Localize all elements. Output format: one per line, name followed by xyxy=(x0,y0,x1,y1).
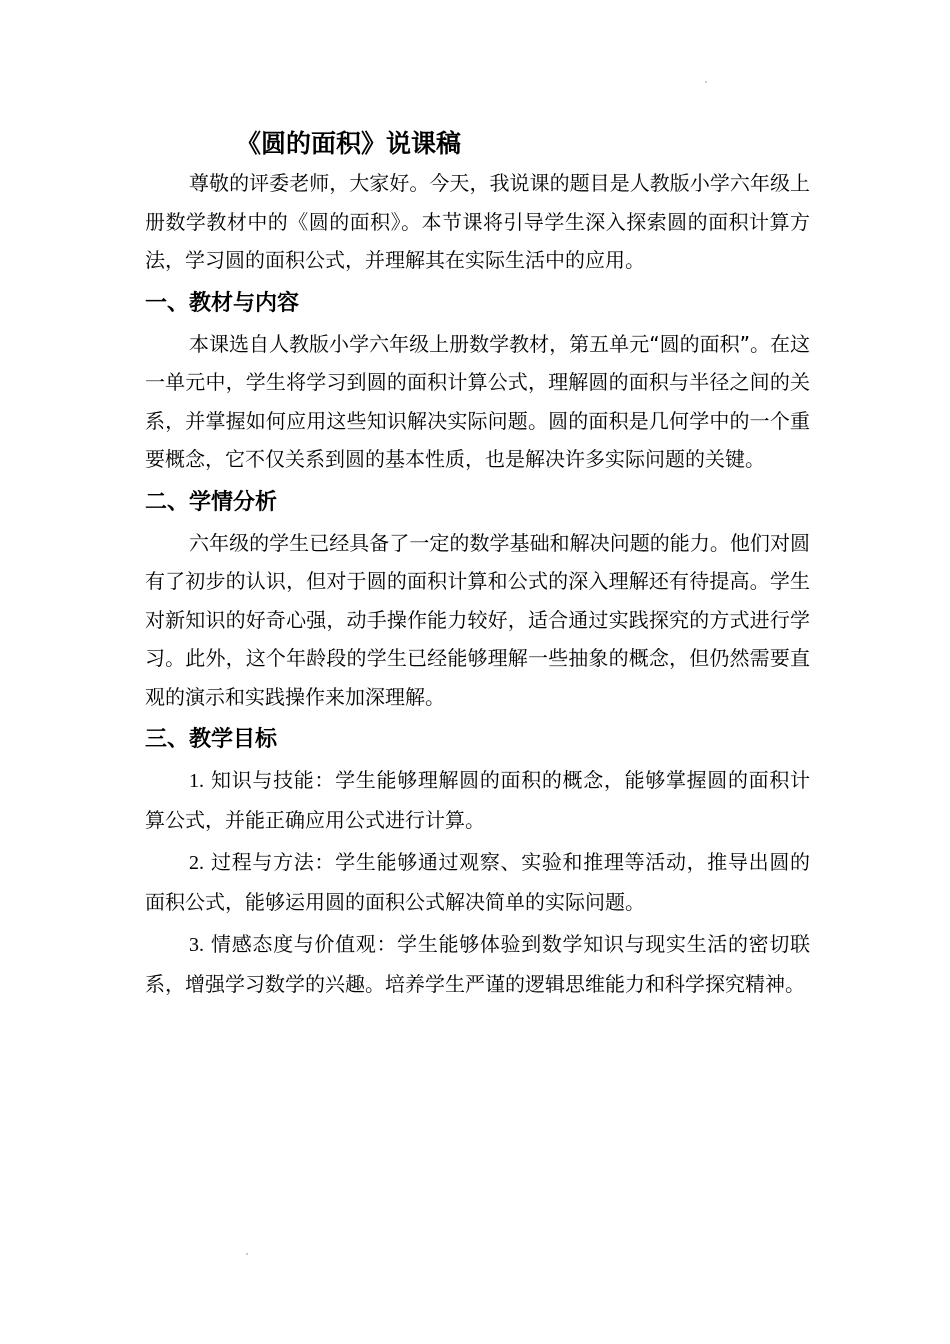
section-body-student-analysis: 六年级的学生已经具备了一定的数学基础和解决问题的能力。他们对圆有了初步的认识，但对于圆的面积计算和公式的深入理解还有待提高。学生对新知识的好奇心强，动手操作能力较好，适合通过实践探究的方式进行学习。此外，这个年龄段的学生已经能够理解一些抽象的概念，但仍然需要直观的演示和实践操作来加深理解。 xyxy=(145,530,810,709)
goal-item xyxy=(145,925,810,1003)
goal-item xyxy=(145,761,810,839)
section-heading-materials: 一、教材与内容 xyxy=(145,290,300,316)
goal-text: 过程与方法：学生能够通过观察、实验和推理等活动，推导出圆的面积公式，能够运用圆的面积公式解决简单的实际问题。 xyxy=(145,850,811,914)
goal-text: 知识与技能：学生能够理解圆的面积的概念，能够掌握圆的面积计算公式，并能正确应用公式进行计算。 xyxy=(145,768,811,832)
goal-item xyxy=(145,843,810,921)
scan-speck xyxy=(246,1253,248,1255)
intro-paragraph: 尊敬的评委老师，大家好。今天，我说课的题目是人教版小学六年级上册数学教材中的《圆的面积》。本节课将引导学生深入探索圆的面积计算方法，学习圆的面积公式，并理解其在实际生活中的应用。 xyxy=(145,171,810,272)
section-heading-student-analysis: 二、学情分析 xyxy=(145,489,278,515)
goal-number: 2. xyxy=(189,852,204,874)
document-body xyxy=(145,124,810,1003)
document-title: 《圆的面积》说课稿 xyxy=(236,129,462,158)
goal-number: 1. xyxy=(189,770,204,792)
section-body-materials: 本课选自人教版小学六年级上册数学教材，第五单元“圆的面积”。在这一单元中，学生将学习到圆的面积计算公式，理解圆的面积与半径之间的关系，并掌握如何应用这些知识解决实际问题。圆的面积是几何学中的一个重要概念，它不仅关系到圆的基本性质，也是解决许多实际问题的关键。 xyxy=(145,331,810,471)
scan-speck xyxy=(705,81,707,83)
goal-number: 3. xyxy=(189,934,204,956)
section-heading-teaching-goals: 三、教学目标 xyxy=(145,727,278,752)
goal-text: 情感态度与价值观：学生能够体验到数学知识与现实生活的密切联系，增强学习数学的兴趣。培养学生严谨的逻辑思维能力和科学探究精神。 xyxy=(145,932,811,996)
teaching-goals-list xyxy=(145,761,810,1003)
